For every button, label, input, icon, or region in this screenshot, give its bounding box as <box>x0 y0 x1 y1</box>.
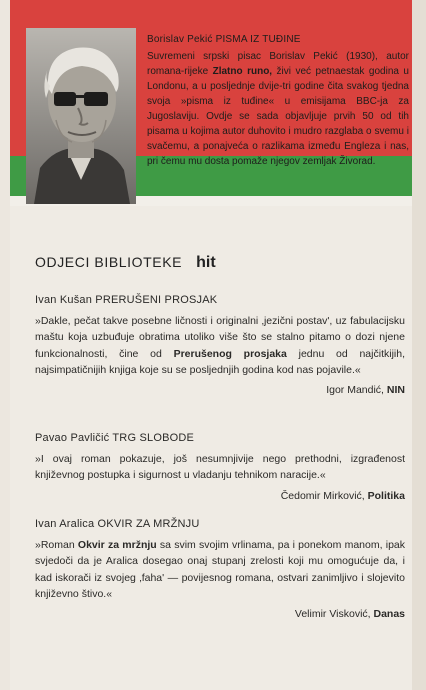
author-photo <box>26 28 136 204</box>
page-edge <box>412 0 426 690</box>
quote-book-highlight: Prerušenog prosjaka <box>173 347 287 360</box>
publication-name: NIN <box>386 384 405 397</box>
quote-part: jednu od najčitkijih, najsimpatičnijih knjiga koje su se posljednjih godina kod nas pojavile.« <box>35 347 405 376</box>
author-portrait-image <box>26 28 136 204</box>
review-source <box>35 488 405 504</box>
series-heading <box>35 254 216 272</box>
blurb-heading: Borislav Pekić PISMA IZ TUĐINE <box>147 34 301 45</box>
reviewer-name: Čedomir Mirković, <box>280 489 368 502</box>
quote-part: »Dakle, pečat takve posebne ličnosti i originalni ‚jezični postav', uz fabulacijsku maštu koja uzbuđuje <box>35 315 405 344</box>
book-back-cover <box>10 0 412 690</box>
review-kusan <box>35 292 405 398</box>
review-aralica <box>35 516 405 622</box>
book-blurb <box>147 32 409 169</box>
quote-book-highlight: Okvir za mržnju <box>77 539 157 552</box>
reviewer-name: Velimir Visković, <box>294 608 374 621</box>
series-label: ODJECI BIBLIOTEKE <box>35 254 183 270</box>
review-quote <box>35 537 405 602</box>
blurb-text-cont: živi već petnaestak godina u Londonu, a u posljednje dvije-tri godine čita svakog tjedna svoja »pisma iz tuđine« u emisijama BBC-ja za Jugoslaviju. Ovdje se sada objavljuje prvih 50 od tih pisama u kojima autor duhovito i mudro razglaba o svemu i svačemu, a ponajveća o razlikama između Engleza i nas, pri čemu mu dosta pomaže njegov zemljak Živorad. <box>147 66 409 167</box>
review-book-title: Pavao Pavličić TRG SLOBODE <box>35 432 195 444</box>
review-pavlicic <box>35 430 405 504</box>
blurb-novel-title: Zlatno runo, <box>212 66 273 77</box>
reviewer-name: Igor Mandić, <box>326 384 387 397</box>
review-book-title: Ivan Aralica OKVIR ZA MRŽNJU <box>35 518 200 530</box>
publication-name: Danas <box>373 608 405 621</box>
review-source <box>35 382 405 398</box>
publication-name: Politika <box>367 489 405 502</box>
review-source <box>35 606 405 622</box>
blurb-text: Suvremeni srpski pisac Borislav Pekić (1930), autor romana-rijeke <box>147 51 409 77</box>
review-quote: »I ovaj roman pokazuje, još nesumnjivije nego prethodni, izgrađenost književnog postupka i sigurnost u vladanju tehnikom naracije.« <box>35 453 405 482</box>
quote-part: obratima utoliko više što se stalno pitamo o dozi njene funkcionalnosti, čine od <box>35 331 405 360</box>
quote-part: »Roman <box>35 539 78 552</box>
review-quote <box>35 313 405 378</box>
review-book-title: Ivan Kušan PRERUŠENI PROSJAK <box>35 294 218 306</box>
series-brand: hit <box>196 254 216 271</box>
quote-part: sa svim svojim vrlinama, pa i ponekom manom, ipak svjedoči da je Aralica dosegao onaj stupanj zrelosti koji mu omogućuje da, i kad iskorači iz svojeg ‚faha' — povijesnog romana, ostvari zanimljivo i slojevito književno štivo.« <box>35 539 405 600</box>
